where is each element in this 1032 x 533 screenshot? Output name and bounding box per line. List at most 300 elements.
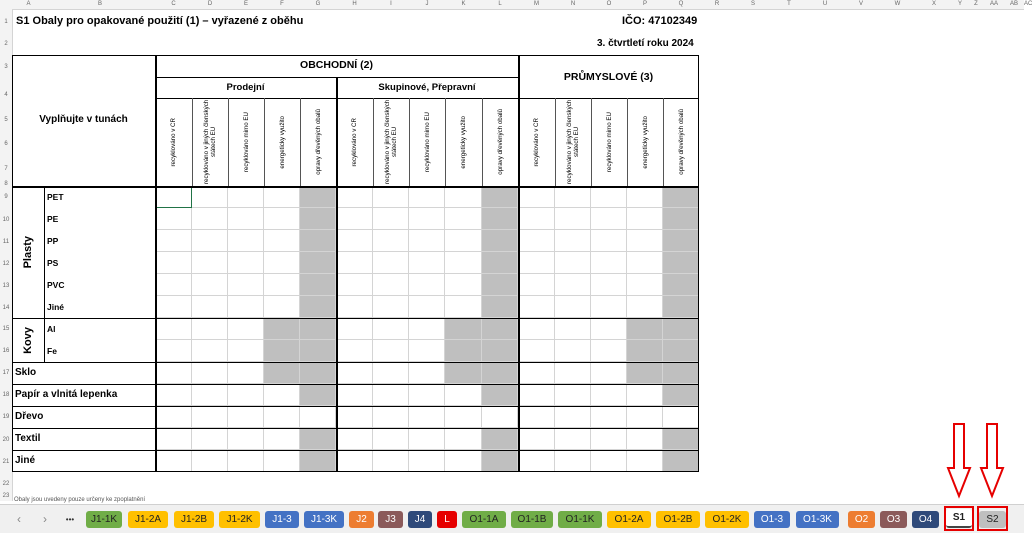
data-cell[interactable] xyxy=(228,450,264,472)
column-header-s[interactable]: S xyxy=(750,1,755,7)
column-header-g[interactable]: G xyxy=(315,1,321,7)
data-cell[interactable] xyxy=(555,362,591,384)
data-cell[interactable] xyxy=(373,252,409,274)
column-header-aa[interactable]: AA xyxy=(989,1,998,7)
data-cell[interactable] xyxy=(518,186,555,208)
data-cell[interactable] xyxy=(409,186,445,208)
data-cell[interactable] xyxy=(555,296,591,318)
data-cell xyxy=(482,428,518,450)
header-line xyxy=(12,186,699,188)
sheet-tab-o3[interactable]: O3 xyxy=(880,511,907,528)
data-cell[interactable] xyxy=(409,252,445,274)
data-cell[interactable] xyxy=(409,208,445,230)
row-header-15[interactable]: 15 xyxy=(2,326,10,332)
data-cell[interactable] xyxy=(373,340,409,362)
data-cell[interactable] xyxy=(555,318,591,340)
data-cell[interactable] xyxy=(264,274,300,296)
data-cell xyxy=(300,208,336,230)
sheet-tab-o2[interactable]: O2 xyxy=(848,511,875,528)
row-label: PP xyxy=(47,236,59,246)
data-cell[interactable] xyxy=(228,274,264,296)
column-label xyxy=(336,98,373,186)
row-header-19[interactable]: 19 xyxy=(2,414,10,420)
data-cell[interactable] xyxy=(155,296,192,318)
sheet-tab-o1-2k[interactable]: O1-2K xyxy=(705,511,749,528)
row-header-6[interactable]: 6 xyxy=(4,141,8,147)
sheet-tab-j1-3[interactable]: J1-3 xyxy=(265,511,299,528)
data-cell[interactable] xyxy=(445,252,482,274)
data-cell[interactable] xyxy=(336,230,373,252)
column-header-t[interactable]: T xyxy=(787,1,791,7)
column-header-j[interactable]: J xyxy=(425,1,429,7)
data-cell[interactable] xyxy=(228,384,264,406)
data-cell[interactable] xyxy=(518,428,555,450)
data-cell[interactable] xyxy=(555,340,591,362)
data-cell[interactable] xyxy=(228,428,264,450)
data-cell[interactable] xyxy=(518,208,555,230)
data-cell[interactable] xyxy=(155,252,192,274)
data-cell[interactable] xyxy=(627,428,663,450)
sheet-tab-o1-2a[interactable]: O1-2A xyxy=(607,511,651,528)
column-header-l[interactable]: L xyxy=(498,1,502,7)
data-cell[interactable] xyxy=(336,450,373,472)
data-cell[interactable] xyxy=(192,340,228,362)
data-cell xyxy=(482,340,518,362)
data-cell[interactable] xyxy=(192,384,228,406)
data-cell[interactable] xyxy=(591,362,627,384)
data-cell xyxy=(300,318,336,340)
column-header-h[interactable]: H xyxy=(352,1,357,7)
data-cell[interactable] xyxy=(518,296,555,318)
row-separator xyxy=(12,362,699,363)
data-cell[interactable] xyxy=(373,186,409,208)
data-cell[interactable] xyxy=(482,406,518,428)
data-cell[interactable] xyxy=(192,274,228,296)
data-cell[interactable] xyxy=(155,186,192,208)
ico-label: IČO: 47102349 xyxy=(622,15,698,27)
row-label: PE xyxy=(47,214,59,224)
data-cell[interactable] xyxy=(591,318,627,340)
row-header-14[interactable]: 14 xyxy=(2,305,10,311)
data-cell[interactable] xyxy=(228,296,264,318)
data-cell[interactable] xyxy=(627,296,663,318)
data-cell[interactable] xyxy=(155,340,192,362)
next-sheet-icon[interactable]: › xyxy=(43,512,47,526)
data-cell[interactable] xyxy=(409,450,445,472)
column-header-b[interactable]: B xyxy=(97,1,102,7)
data-cell[interactable] xyxy=(591,384,627,406)
header-line xyxy=(155,77,518,78)
row-header-4[interactable]: 4 xyxy=(4,92,8,98)
data-cell[interactable] xyxy=(155,362,192,384)
category-kovy-label: Kovy xyxy=(22,326,34,354)
row-header-22[interactable]: 22 xyxy=(2,481,10,487)
data-cell[interactable] xyxy=(555,406,591,428)
row-header-11[interactable]: 11 xyxy=(2,239,10,245)
data-cell[interactable] xyxy=(627,274,663,296)
data-cell[interactable] xyxy=(445,450,482,472)
data-cell[interactable] xyxy=(591,186,627,208)
data-cell[interactable] xyxy=(518,384,555,406)
row-label: PVC xyxy=(47,280,65,290)
data-cell[interactable] xyxy=(336,296,373,318)
data-cell[interactable] xyxy=(192,450,228,472)
column-label-text: recyklováno v ČR xyxy=(170,117,177,167)
data-cell[interactable] xyxy=(627,406,663,428)
data-cell xyxy=(663,230,699,252)
column-header-z[interactable]: Z xyxy=(974,1,978,7)
data-cell[interactable] xyxy=(264,252,300,274)
column-header-f[interactable]: F xyxy=(280,1,284,7)
data-cell[interactable] xyxy=(445,230,482,252)
column-label-text: opravy dřevěných obalů xyxy=(496,109,504,175)
data-cell[interactable] xyxy=(155,274,192,296)
data-cell[interactable] xyxy=(336,406,373,428)
column-label xyxy=(409,98,445,186)
data-cell[interactable] xyxy=(555,274,591,296)
data-cell xyxy=(663,208,699,230)
data-cell[interactable] xyxy=(264,406,300,428)
data-cell[interactable] xyxy=(627,208,663,230)
sheet-tab-j1-2b[interactable]: J1-2B xyxy=(174,511,214,528)
data-cell[interactable] xyxy=(373,230,409,252)
data-cell[interactable] xyxy=(409,428,445,450)
row-separator xyxy=(12,406,699,407)
column-label-text: recyklováno mimo EU xyxy=(242,111,250,173)
data-cell[interactable] xyxy=(192,362,228,384)
row-header-21[interactable]: 21 xyxy=(2,459,10,465)
sheet-tab-o1-2b[interactable]: O1-2B xyxy=(656,511,700,528)
footnote: Obaly jsou uvedeny pouze určeny ke zpoplatnění xyxy=(14,497,146,503)
data-cell[interactable] xyxy=(373,208,409,230)
column-header-ac[interactable]: AC xyxy=(1024,1,1032,7)
column-header-x[interactable]: X xyxy=(931,1,936,7)
row-header-8[interactable]: 8 xyxy=(4,181,8,187)
data-cell xyxy=(300,384,336,406)
data-cell[interactable] xyxy=(555,450,591,472)
row-header-12[interactable]: 12 xyxy=(2,261,10,267)
column-header-r[interactable]: R xyxy=(714,1,720,7)
data-cell xyxy=(663,450,699,472)
data-cell[interactable] xyxy=(373,296,409,318)
data-cell[interactable] xyxy=(192,318,228,340)
column-header-u[interactable]: U xyxy=(822,1,828,7)
column-label-text: recyklováno v jiných členských státech EU xyxy=(384,99,398,185)
sheet-tab-j2[interactable]: J2 xyxy=(349,511,374,528)
data-cell[interactable] xyxy=(627,450,663,472)
data-cell[interactable] xyxy=(518,252,555,274)
data-cell[interactable] xyxy=(445,274,482,296)
column-header-c[interactable]: C xyxy=(171,1,176,7)
data-cell[interactable] xyxy=(264,450,300,472)
sheet-tab-o1-3[interactable]: O1-3 xyxy=(754,511,790,528)
column-label xyxy=(445,98,482,186)
data-cell[interactable] xyxy=(373,318,409,340)
data-cell[interactable] xyxy=(409,384,445,406)
row-header-7[interactable]: 7 xyxy=(4,166,8,172)
data-cell[interactable] xyxy=(627,230,663,252)
data-cell[interactable] xyxy=(300,406,336,428)
data-cell[interactable] xyxy=(445,406,482,428)
data-cell[interactable] xyxy=(336,208,373,230)
column-header-y[interactable]: Y xyxy=(957,1,962,7)
period-label: 3. čtvrtletí roku 2024 xyxy=(597,38,694,49)
data-cell[interactable] xyxy=(409,340,445,362)
data-cell[interactable] xyxy=(192,208,228,230)
sheet-tab-bar xyxy=(0,504,1024,533)
row-header-1[interactable]: 1 xyxy=(4,19,8,25)
highlight-box-s2 xyxy=(977,506,1008,531)
data-cell xyxy=(300,186,336,208)
row-label: PS xyxy=(47,258,59,268)
data-cell[interactable] xyxy=(373,384,409,406)
row-header-3[interactable]: 3 xyxy=(4,64,8,70)
data-cell xyxy=(264,318,300,340)
data-cell xyxy=(445,362,482,384)
row-header-23[interactable]: 23 xyxy=(2,493,10,499)
data-cell[interactable] xyxy=(192,230,228,252)
prev-sheet-icon[interactable]: ‹ xyxy=(17,512,21,526)
data-cell xyxy=(663,296,699,318)
data-cell[interactable] xyxy=(409,362,445,384)
data-cell[interactable] xyxy=(445,428,482,450)
data-cell[interactable] xyxy=(445,186,482,208)
data-cell[interactable] xyxy=(264,384,300,406)
data-cell xyxy=(300,362,336,384)
category-plasty xyxy=(12,186,44,318)
sheet-tab-s2[interactable]: S2 xyxy=(979,511,1006,528)
row-header-10[interactable]: 10 xyxy=(2,217,10,223)
column-label-text: opravy dřevěných obalů xyxy=(677,109,685,175)
data-cell[interactable] xyxy=(155,208,192,230)
sheet-tab-o4[interactable]: O4 xyxy=(912,511,939,528)
data-cell[interactable] xyxy=(336,362,373,384)
data-cell[interactable] xyxy=(591,208,627,230)
fill-hint: Vyplňujte v tunách xyxy=(39,114,128,125)
data-cell[interactable] xyxy=(373,406,409,428)
row-header-9[interactable]: 9 xyxy=(4,194,8,200)
column-header-e[interactable]: E xyxy=(243,1,248,7)
data-cell[interactable] xyxy=(409,318,445,340)
data-cell xyxy=(300,450,336,472)
data-cell xyxy=(482,450,518,472)
data-cell[interactable] xyxy=(336,340,373,362)
header-prodejni: Prodejní xyxy=(226,82,265,93)
row-label: Fe xyxy=(47,346,57,356)
row-header-16[interactable]: 16 xyxy=(2,348,10,354)
data-cell[interactable] xyxy=(264,428,300,450)
data-cell[interactable] xyxy=(555,428,591,450)
sheet-tab-s1[interactable]: S1 xyxy=(946,509,972,528)
data-cell xyxy=(445,340,482,362)
data-cell[interactable] xyxy=(228,208,264,230)
data-cell[interactable] xyxy=(336,252,373,274)
column-label-text: recyklováno mimo EU xyxy=(605,111,613,173)
data-cell[interactable] xyxy=(373,450,409,472)
data-cell xyxy=(627,362,663,384)
data-cell[interactable] xyxy=(192,406,228,428)
data-cell[interactable] xyxy=(555,230,591,252)
data-cell[interactable] xyxy=(518,318,555,340)
sheet-tab-o1-1b[interactable]: O1-1B xyxy=(511,511,553,528)
sheet-tab-o1-1a[interactable]: O1-1A xyxy=(462,511,506,528)
data-cell[interactable] xyxy=(192,428,228,450)
column-label xyxy=(518,98,555,186)
row-header-5[interactable]: 5 xyxy=(4,117,8,123)
data-cell[interactable] xyxy=(591,252,627,274)
column-label-text: recyklováno v ČR xyxy=(533,117,540,167)
data-cell[interactable] xyxy=(155,384,192,406)
data-cell[interactable] xyxy=(518,274,555,296)
row-separator xyxy=(12,384,699,385)
sheet-tab-j4[interactable]: J4 xyxy=(408,511,432,528)
column-header-d[interactable]: D xyxy=(207,1,213,7)
column-header-a[interactable]: A xyxy=(26,1,31,7)
data-cell[interactable] xyxy=(445,296,482,318)
sheet-tab-j1-1k[interactable]: J1-1K xyxy=(86,511,122,528)
data-cell[interactable] xyxy=(663,406,699,428)
column-label-text: energeticky využito xyxy=(460,115,467,169)
row-header-13[interactable]: 13 xyxy=(2,283,10,289)
data-cell[interactable] xyxy=(228,318,264,340)
data-cell[interactable] xyxy=(264,186,300,208)
data-cell[interactable] xyxy=(518,450,555,472)
column-label xyxy=(591,98,627,186)
row-label: Jiné xyxy=(15,455,36,466)
data-cell[interactable] xyxy=(228,230,264,252)
header-prumyslove: PRŮMYSLOVÉ (3) xyxy=(563,71,654,83)
data-cell[interactable] xyxy=(264,296,300,318)
more-sheets-button[interactable]: ••• xyxy=(65,515,75,524)
column-header-k[interactable]: K xyxy=(461,1,466,7)
column-label-text: recyklováno v ČR xyxy=(351,117,358,167)
column-header-n[interactable]: N xyxy=(570,1,576,7)
column-label xyxy=(192,98,228,186)
data-cell[interactable] xyxy=(591,340,627,362)
category-kovy xyxy=(12,318,44,362)
data-cell[interactable] xyxy=(591,428,627,450)
column-header-v[interactable]: V xyxy=(858,1,863,7)
header-obchodni: OBCHODNÍ (2) xyxy=(300,59,373,71)
data-cell[interactable] xyxy=(155,230,192,252)
data-cell[interactable] xyxy=(336,318,373,340)
row-header-2[interactable]: 2 xyxy=(4,41,8,47)
sheet-tab-o1-1k[interactable]: O1-1K xyxy=(558,511,602,528)
data-cell[interactable] xyxy=(445,384,482,406)
data-cell[interactable] xyxy=(228,362,264,384)
column-header-m[interactable]: M xyxy=(534,1,539,7)
data-cell[interactable] xyxy=(336,274,373,296)
data-cell[interactable] xyxy=(591,450,627,472)
data-cell[interactable] xyxy=(627,186,663,208)
data-cell[interactable] xyxy=(336,186,373,208)
data-cell[interactable] xyxy=(409,230,445,252)
data-cell[interactable] xyxy=(409,296,445,318)
data-cell[interactable] xyxy=(591,230,627,252)
data-cell xyxy=(300,252,336,274)
column-label-text: recyklováno v jiných členských státech EU xyxy=(566,99,580,185)
data-cell[interactable] xyxy=(192,296,228,318)
sheet-tab-o1-3k[interactable]: O1-3K xyxy=(796,511,839,528)
data-cell[interactable] xyxy=(192,252,228,274)
sheet-tab-j1-2k[interactable]: J1-2K xyxy=(219,511,260,528)
sheet-tab-j1-3k[interactable]: J1-3K xyxy=(304,511,344,528)
data-cell[interactable] xyxy=(264,208,300,230)
data-cell[interactable] xyxy=(228,252,264,274)
data-cell[interactable] xyxy=(228,406,264,428)
data-cell[interactable] xyxy=(555,384,591,406)
data-cell xyxy=(482,252,518,274)
data-cell[interactable] xyxy=(192,186,228,208)
column-header-i[interactable]: I xyxy=(390,1,392,7)
data-cell[interactable] xyxy=(409,274,445,296)
data-cell[interactable] xyxy=(228,340,264,362)
data-cell[interactable] xyxy=(155,318,192,340)
row-label: PET xyxy=(47,192,64,202)
data-cell[interactable] xyxy=(155,428,192,450)
data-cell[interactable] xyxy=(373,428,409,450)
data-cell[interactable] xyxy=(445,208,482,230)
data-cell[interactable] xyxy=(555,186,591,208)
data-cell[interactable] xyxy=(591,274,627,296)
data-cell[interactable] xyxy=(373,362,409,384)
data-cell[interactable] xyxy=(627,384,663,406)
column-header-o[interactable]: O xyxy=(606,1,612,7)
data-cell xyxy=(482,296,518,318)
data-cell[interactable] xyxy=(518,340,555,362)
data-cell[interactable] xyxy=(518,362,555,384)
column-header-ab[interactable]: AB xyxy=(1009,1,1018,7)
data-cell[interactable] xyxy=(591,406,627,428)
data-cell[interactable] xyxy=(155,450,192,472)
column-header-w[interactable]: W xyxy=(894,1,901,7)
row-separator xyxy=(12,428,699,429)
sheet-tab-l[interactable]: L xyxy=(437,511,457,528)
data-cell[interactable] xyxy=(228,186,264,208)
column-label xyxy=(482,98,518,186)
data-cell[interactable] xyxy=(373,274,409,296)
column-label xyxy=(555,98,591,186)
data-cell[interactable] xyxy=(264,230,300,252)
data-cell xyxy=(482,274,518,296)
data-cell[interactable] xyxy=(555,252,591,274)
data-cell[interactable] xyxy=(336,384,373,406)
data-cell[interactable] xyxy=(555,208,591,230)
column-header-p[interactable]: P xyxy=(642,1,647,7)
row-label: Papír a vlnitá lepenka xyxy=(15,389,118,400)
row-header-18[interactable]: 18 xyxy=(2,392,10,398)
data-cell[interactable] xyxy=(518,230,555,252)
row-separator xyxy=(12,318,699,319)
data-cell xyxy=(663,274,699,296)
sheet-tab-j1-2a[interactable]: J1-2A xyxy=(128,511,168,528)
data-cell[interactable] xyxy=(627,252,663,274)
data-cell[interactable] xyxy=(155,406,192,428)
row-header-20[interactable]: 20 xyxy=(2,437,10,443)
data-cell[interactable] xyxy=(591,296,627,318)
sheet-tab-j3[interactable]: J3 xyxy=(378,511,403,528)
column-header-q[interactable]: Q xyxy=(678,1,684,7)
header-skupinove: Skupinové, Přepravní xyxy=(378,82,476,93)
data-cell xyxy=(482,230,518,252)
column-label-text: recyklováno mimo EU xyxy=(423,111,431,173)
arrow-down-icon xyxy=(946,422,972,498)
data-cell[interactable] xyxy=(336,428,373,450)
row-header-17[interactable]: 17 xyxy=(2,370,10,376)
data-cell[interactable] xyxy=(518,406,555,428)
data-cell[interactable] xyxy=(409,406,445,428)
row-label: Al xyxy=(47,324,56,334)
